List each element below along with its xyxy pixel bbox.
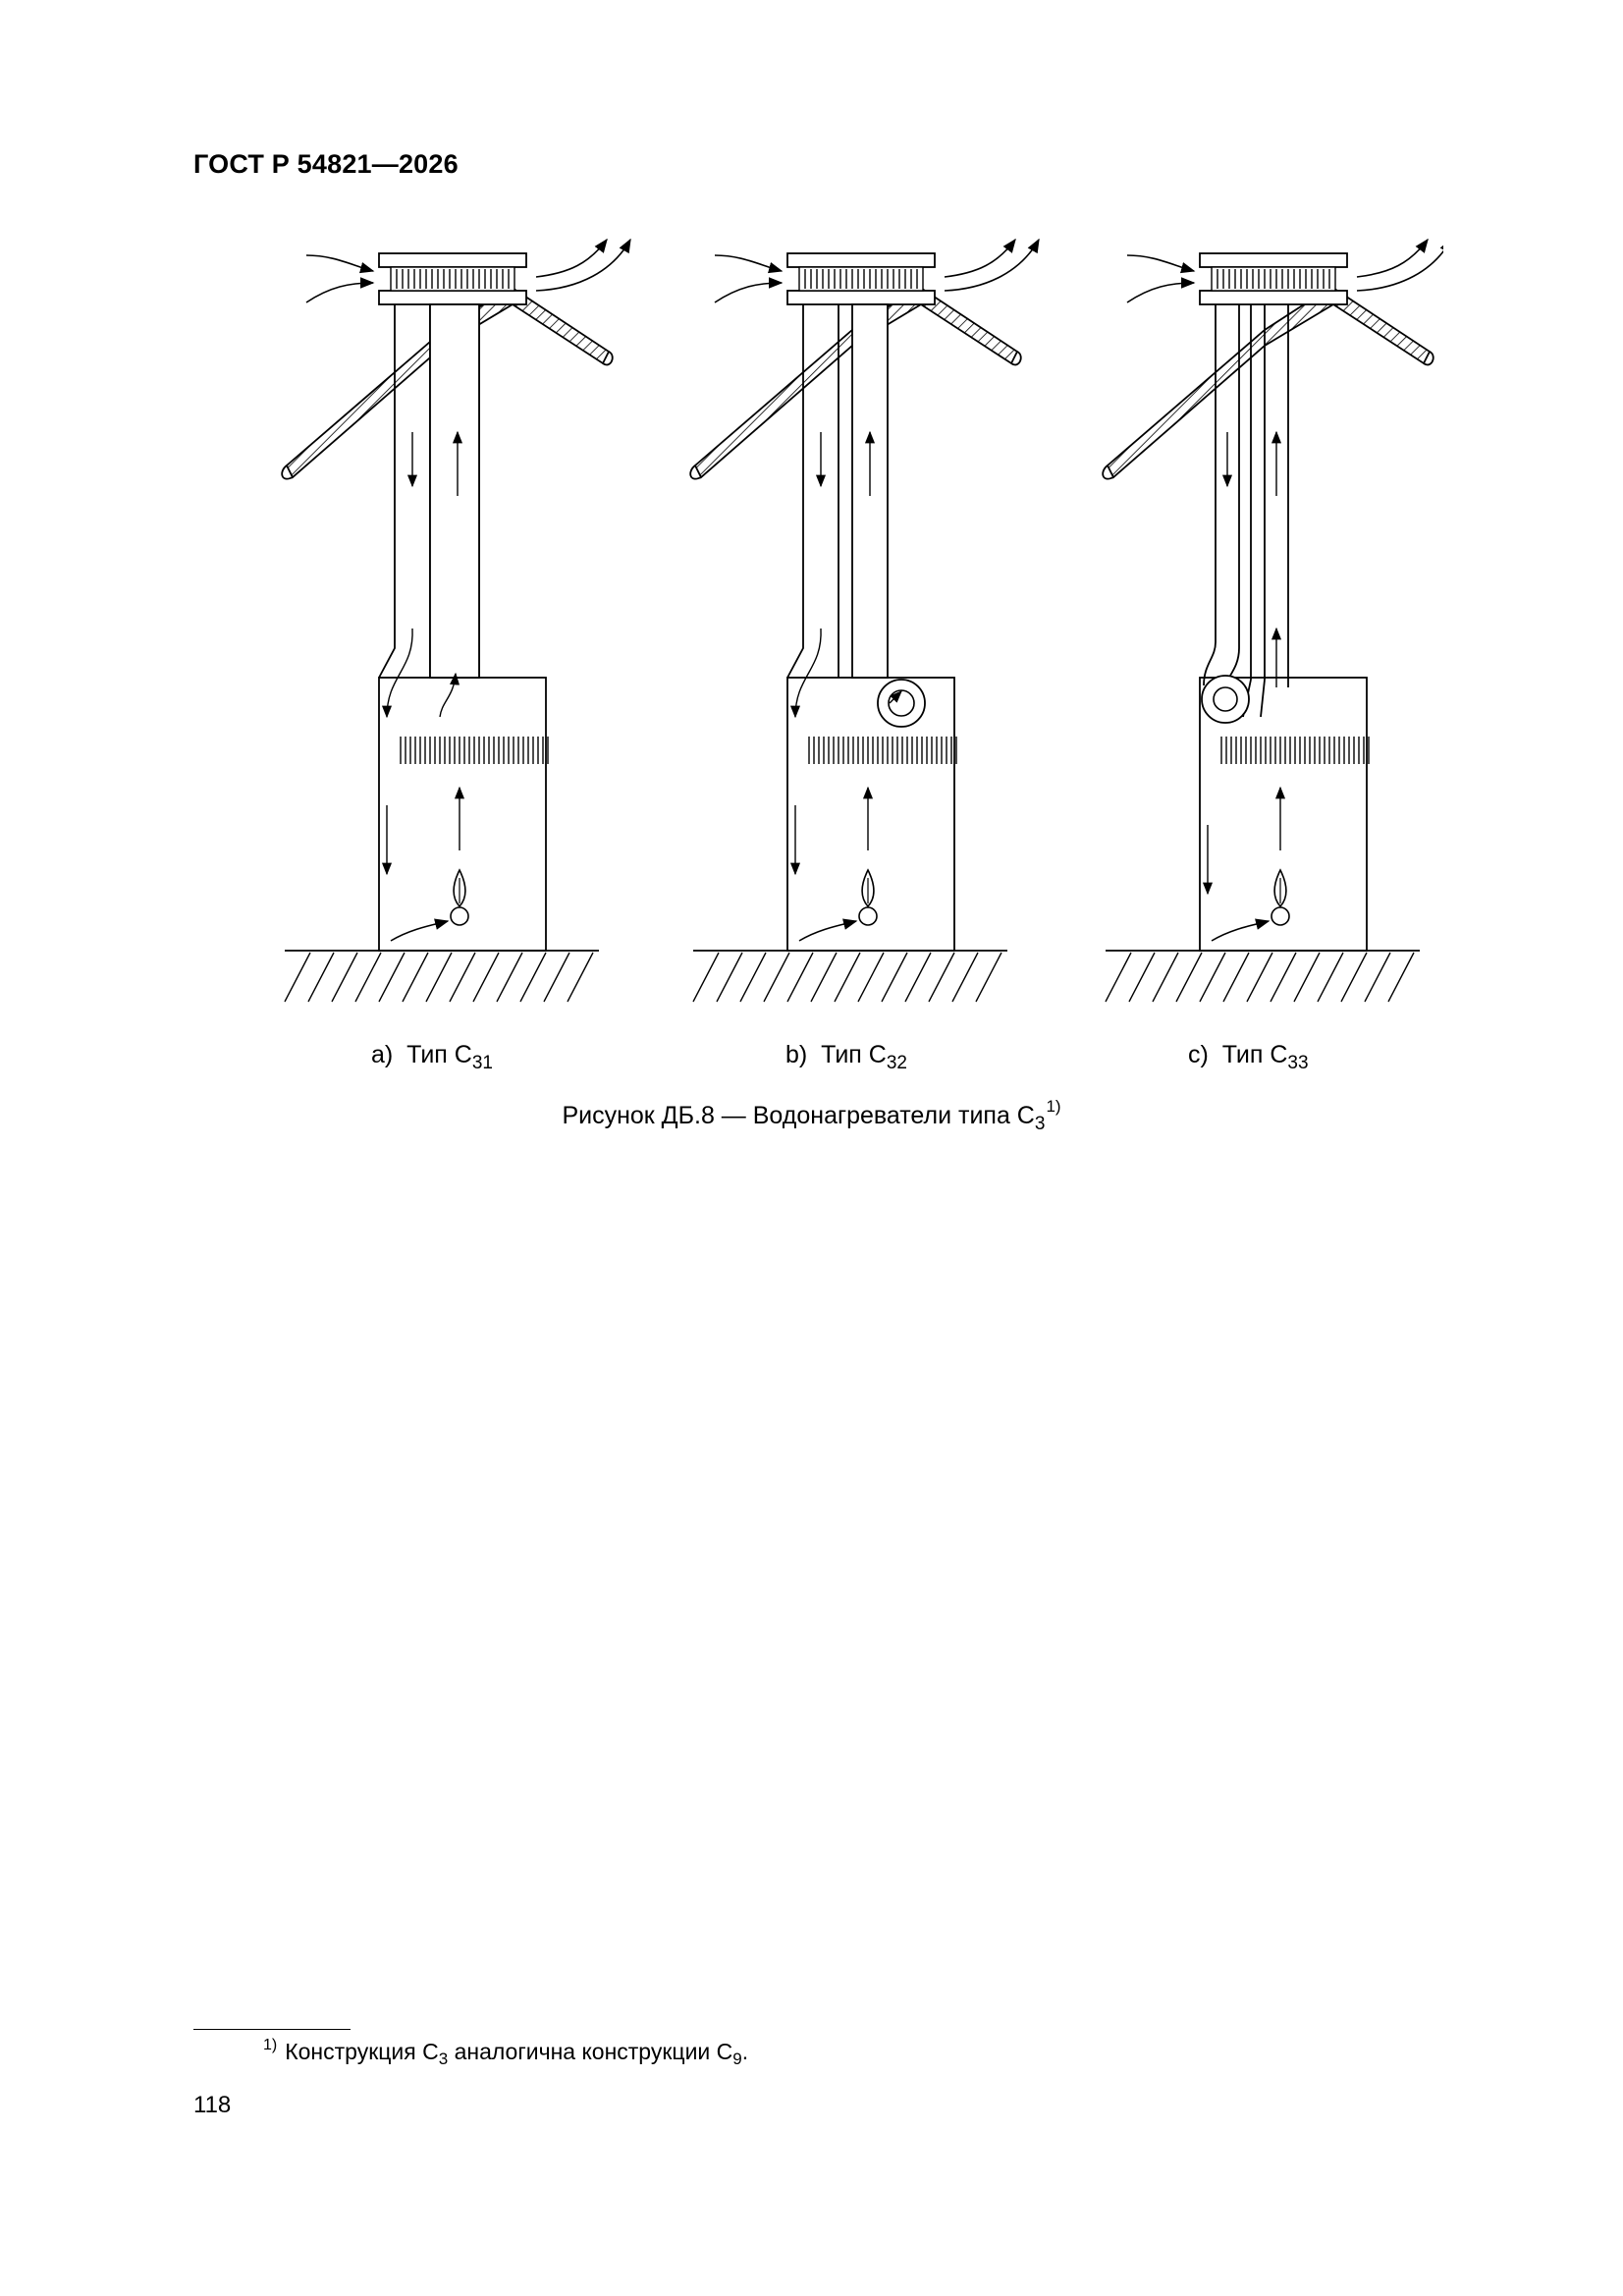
panel-label-b: b) Тип $C_{32}$	[785, 1041, 907, 1073]
footnote-separator	[193, 2029, 351, 2030]
water-heaters-figure	[265, 226, 1443, 1011]
document-header: ГОСТ Р 54821—2026	[193, 149, 459, 179]
panel-a-c31-diagram	[282, 240, 630, 1002]
footnote-marker: 1)	[263, 2037, 278, 2053]
figure-caption: Рисунок ДБ.8 — Водонагреватели типа $C_3^{1)}$	[562, 1097, 1061, 1134]
panel-label-a: a) Тип $C_{31}$	[371, 1041, 493, 1073]
page-number: 118	[193, 2092, 232, 2118]
panel-c-c33-diagram	[1103, 240, 1443, 1002]
panel-label-c: c) Тип $C_{33}$	[1188, 1041, 1309, 1073]
panel-b-c32-diagram	[690, 240, 1039, 1002]
footnote: $^{1)}$ Конструкция $C_3$ аналогична конструкции $C_9$.	[263, 2037, 749, 2068]
